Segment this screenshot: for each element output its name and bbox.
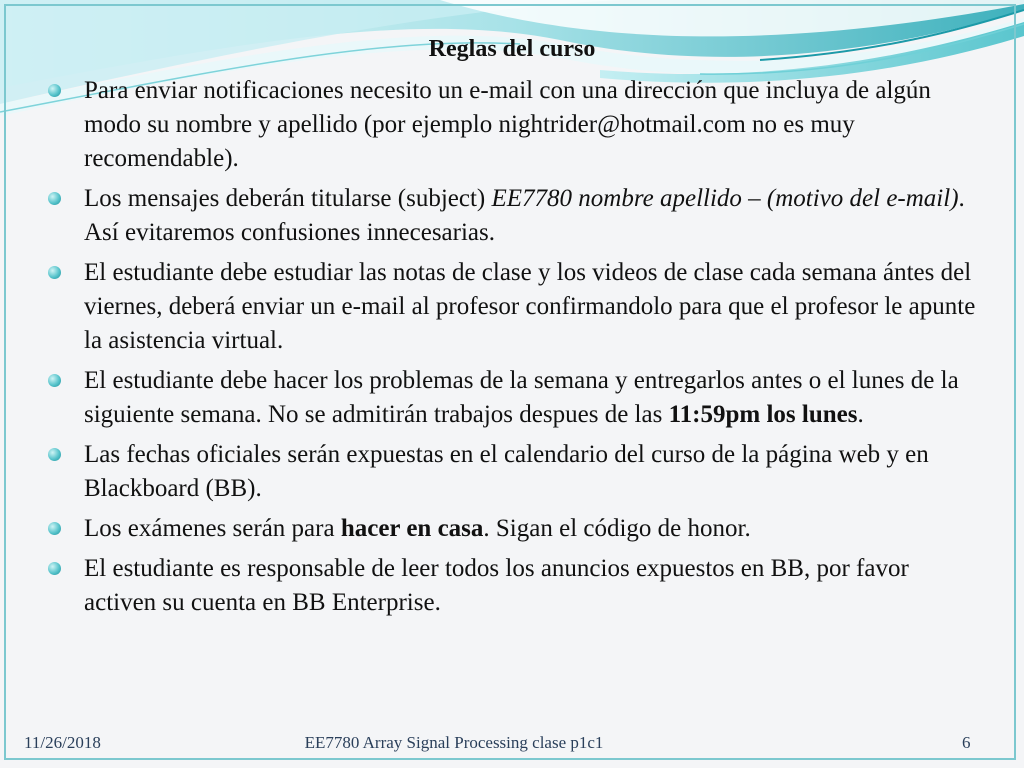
rule-item	[48, 552, 978, 620]
rule-text: hacer en casa	[340, 515, 484, 542]
footer-date: 11/26/2018	[24, 733, 101, 752]
rule-text: Los mensajes deberán titularse (subject)	[84, 185, 492, 212]
footer-course-title: EE7780 Array Signal Processing clase p1c1	[304, 733, 604, 752]
rule-item	[48, 256, 978, 358]
footer-page-number: 6	[962, 733, 971, 752]
bullet-icon	[48, 266, 61, 279]
bullet-icon	[48, 562, 61, 575]
rule-text: .	[857, 401, 864, 428]
rule-item	[48, 438, 978, 506]
rule-item	[48, 512, 978, 546]
rule-text: . Así evitaremos confusiones innecesarias.	[84, 185, 965, 246]
rule-text: Los exámenes serán para	[84, 515, 341, 542]
rule-text: El estudiante debe estudiar las notas de clase y los videos de clase cada semana ántes del viernes, deberá enviar un e-mail al profesor confirmandolo para que el profesor le apunte la asistencia virtual.	[84, 259, 976, 354]
rule-text: El estudiante debe hacer los problemas de la semana y entregarlos antes o el lunes de la siguiente semana. No se admitirán trabajos despues de las	[84, 367, 959, 428]
rule-text: . Sigan el código de honor.	[483, 515, 751, 542]
rule-text: El estudiante es responsable de leer todos los anuncios expuestos en BB, por favor activen su cuenta en BB Enterprise.	[84, 555, 909, 616]
rule-text: Para enviar notificaciones necesito un e-mail con una dirección que incluya de algún modo su nombre y apellido (por ejemplo nightrider@hotmail.com no es muy recomendable).	[84, 77, 931, 172]
bullet-icon	[48, 522, 61, 535]
rules-bullet-list	[48, 74, 978, 626]
rule-item	[48, 74, 978, 176]
bullet-icon	[48, 374, 61, 387]
rule-item	[48, 364, 978, 432]
rule-text: Las fechas oficiales serán expuestas en el calendario del curso de la página web y en Blackboard (BB).	[84, 441, 929, 502]
rule-text: 11:59pm los lunes	[668, 401, 858, 428]
bullet-icon	[48, 448, 61, 461]
rule-item	[48, 182, 978, 250]
bullet-icon	[48, 192, 61, 205]
bullet-icon	[48, 84, 61, 97]
slide-title: Reglas del curso	[428, 36, 596, 62]
rule-text: EE7780 nombre apellido – (motivo del e-mail)	[491, 185, 959, 212]
